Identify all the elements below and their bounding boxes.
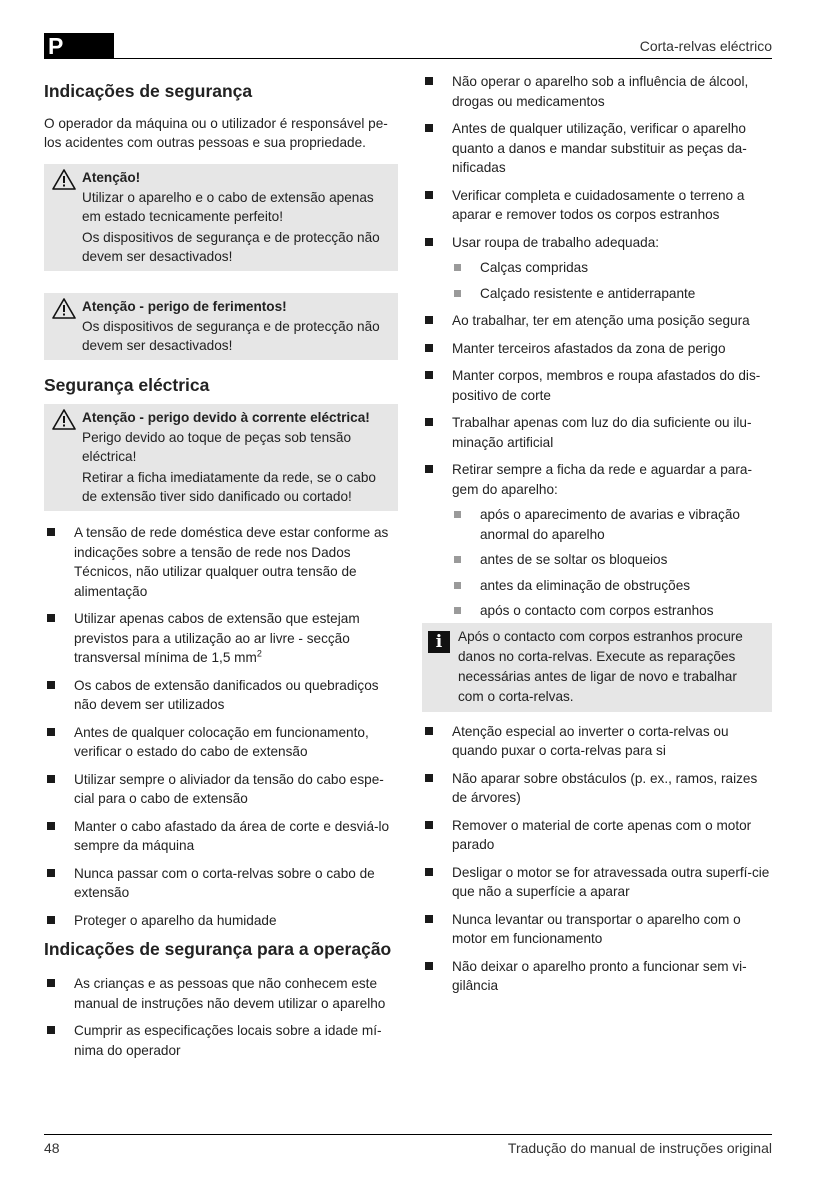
bullet-square-icon — [425, 962, 433, 970]
sub-bullet-square-icon — [454, 556, 461, 563]
info-icon: i — [428, 631, 450, 653]
list-item: Nunca passar com o corta-relvas sobre o cabo de extensão — [44, 864, 398, 903]
heading-operation-safety: Indicações de segurança para a operação — [44, 939, 392, 959]
list-item: Ao trabalhar, ter em atenção uma posição segura — [422, 311, 772, 331]
bullet-square-icon — [47, 614, 55, 622]
intro-paragraph: O operador da máquina ou o utilizador é responsável pe-los acidentes com outras pessoas e sua propriedade. — [44, 116, 388, 150]
header-rule — [114, 58, 772, 59]
left-column — [44, 72, 398, 1068]
list-item: Manter terceiros afastados da zona de perigo — [422, 339, 772, 359]
list-item: Proteger o aparelho da humidade — [44, 911, 398, 931]
right-column — [422, 72, 772, 1004]
warning-triangle-icon — [52, 298, 76, 319]
language-tab — [44, 33, 114, 59]
warning-text: Os dispositivos de segurança e de protecção não devem ser desactivados! — [82, 319, 380, 353]
bullet-square-icon — [425, 774, 433, 782]
footer-title: Tradução do manual de instruções original — [507, 1140, 772, 1156]
language-code: P — [48, 33, 64, 59]
sub-bullet-square-icon — [454, 582, 461, 589]
bullet-square-icon — [47, 869, 55, 877]
bullet-square-icon — [425, 418, 433, 426]
list-item: Não deixar o aparelho pronto a funcionar sem vi-gilância — [422, 957, 772, 996]
list-item: Verificar completa e cuidadosamente o terreno a aparar e remover todos os corpos estranhos — [422, 186, 772, 225]
sub-list-unplug — [422, 505, 772, 621]
list-item: Manter corpos, membros e roupa afastados do dis-positivo de corte — [422, 366, 772, 405]
sub-list-item: após o aparecimento de avarias e vibração anormal do aparelho — [422, 505, 772, 544]
warning-title: Atenção - perigo de ferimentos! — [82, 299, 287, 314]
warning-triangle-icon — [52, 169, 76, 190]
bullet-square-icon — [425, 371, 433, 379]
bullet-square-icon — [425, 727, 433, 735]
info-box — [422, 623, 772, 712]
bullet-square-icon — [425, 191, 433, 199]
sub-bullet-square-icon — [454, 290, 461, 297]
list-item: Não operar o aparelho sob a influência de álcool, drogas ou medicamentos — [422, 72, 772, 111]
list-item: Antes de qualquer colocação em funcionamento, verificar o estado do cabo de extensão — [44, 723, 398, 762]
bullet-square-icon — [47, 775, 55, 783]
list-item: Nunca levantar ou transportar o aparelho com o motor em funcionamento — [422, 910, 772, 949]
footer-rule — [44, 1134, 772, 1135]
list-item: Manter o cabo afastado da área de corte e desviá-lo sempre da máquina — [44, 817, 398, 856]
info-text: Após o contacto com corpos estranhos procure danos no corta-relvas. Execute as reparações necessárias antes de ligar de novo e trabalhar com o corta-relvas. — [458, 628, 743, 704]
list-item: Não aparar sobre obstáculos (p. ex., ramos, raizes de árvores) — [422, 769, 772, 808]
warning-box-attention — [44, 164, 398, 271]
list-item: As crianças e as pessoas que não conhecem este manual de instruções não devem utilizar o aparelho — [44, 974, 398, 1013]
sub-list-clothing — [422, 258, 772, 303]
bullet-square-icon — [425, 915, 433, 923]
warning-text: Perigo devido ao toque de peças sob tensão eléctrica! — [82, 430, 352, 464]
warning-box-electric — [44, 404, 398, 511]
warning-text: Os dispositivos de segurança e de protecção não devem ser desactivados! — [82, 230, 380, 264]
bullet-square-icon — [47, 528, 55, 536]
warning-text: Retirar a ficha imediatamente da rede, se o cabo de extensão tiver sido danificado ou cortado! — [82, 470, 376, 504]
sub-bullet-square-icon — [454, 264, 461, 271]
sub-list-item: antes de se soltar os bloqueios — [422, 550, 772, 570]
list-item: Cumprir as especificações locais sobre a idade mí-nima do operador — [44, 1021, 398, 1060]
bullet-square-icon — [425, 465, 433, 473]
list-item: Os cabos de extensão danificados ou quebradiços não devem ser utilizados — [44, 676, 398, 715]
sub-list-item: Calças compridas — [422, 258, 772, 278]
list-item: Utilizar sempre o aliviador da tensão do cabo espe-cial para o cabo de extensão — [44, 770, 398, 809]
sub-bullet-square-icon — [454, 511, 461, 518]
operation-bullet-list-c — [422, 722, 772, 996]
list-item: Retirar sempre a ficha da rede e aguardar a para-gem do aparelho: — [422, 460, 772, 499]
bullet-square-icon — [425, 316, 433, 324]
bullet-square-icon — [425, 821, 433, 829]
list-item: Usar roupa de trabalho adequada: — [422, 233, 772, 253]
warning-title: Atenção! — [82, 170, 141, 185]
list-item: Atenção especial ao inverter o corta-relvas ou quando puxar o corta-relvas para si — [422, 722, 772, 761]
heading-safety: Indicações de segurança — [44, 81, 253, 101]
bullet-square-icon — [425, 344, 433, 352]
operation-bullet-list-b — [422, 311, 772, 499]
sub-bullet-square-icon — [454, 607, 461, 614]
bullet-square-icon — [425, 124, 433, 132]
superscript: 2 — [256, 648, 262, 659]
bullet-square-icon — [47, 979, 55, 987]
bullet-square-icon — [47, 681, 55, 689]
sub-list-item: Calçado resistente e antiderrapante — [422, 284, 772, 304]
warning-triangle-icon — [52, 409, 76, 430]
warning-title: Atenção - perigo devido à corrente eléctrica! — [82, 410, 370, 425]
header-title: Corta-relvas eléctrico — [639, 38, 772, 54]
operation-bullet-list-continued — [422, 72, 772, 252]
warning-box-injury — [44, 293, 398, 360]
list-item: Desligar o motor se for atravessada outra superfí-cie que não a superfície a aparar — [422, 863, 772, 902]
bullet-square-icon — [47, 1026, 55, 1034]
operation-bullet-list — [44, 974, 398, 1060]
sub-list-item: após o contacto com corpos estranhos — [422, 601, 772, 621]
page-number: 48 — [44, 1140, 60, 1156]
bullet-square-icon — [47, 728, 55, 736]
sub-list-item: antes da eliminação de obstruções — [422, 576, 772, 596]
heading-electrical-safety: Segurança eléctrica — [44, 375, 210, 395]
bullet-square-icon — [425, 238, 433, 246]
bullet-square-icon — [47, 822, 55, 830]
warning-text: Utilizar o aparelho e o cabo de extensão apenas em estado tecnicamente perfeito! — [82, 190, 374, 224]
list-item: Antes de qualquer utilização, verificar o aparelho quanto a danos e mandar substituir as peças da-nificadas — [422, 119, 772, 178]
bullet-square-icon — [425, 77, 433, 85]
list-item: Utilizar apenas cabos de extensão que estejam previstos para a utilização ao ar livre - secção transversal mínima de 1,5 $mm^2$ — [44, 609, 398, 668]
bullet-square-icon — [425, 868, 433, 876]
bullet-square-icon — [47, 916, 55, 924]
list-item: Remover o material de corte apenas com o motor parado — [422, 816, 772, 855]
electrical-bullet-list — [44, 523, 398, 930]
list-item: A tensão de rede doméstica deve estar conforme as indicações sobre a tensão de rede nos Dados Técnicos, não utilizar qualquer outra tensão de alimentação — [44, 523, 398, 601]
list-item: Trabalhar apenas com luz do dia suficiente ou ilu-minação artificial — [422, 413, 772, 452]
